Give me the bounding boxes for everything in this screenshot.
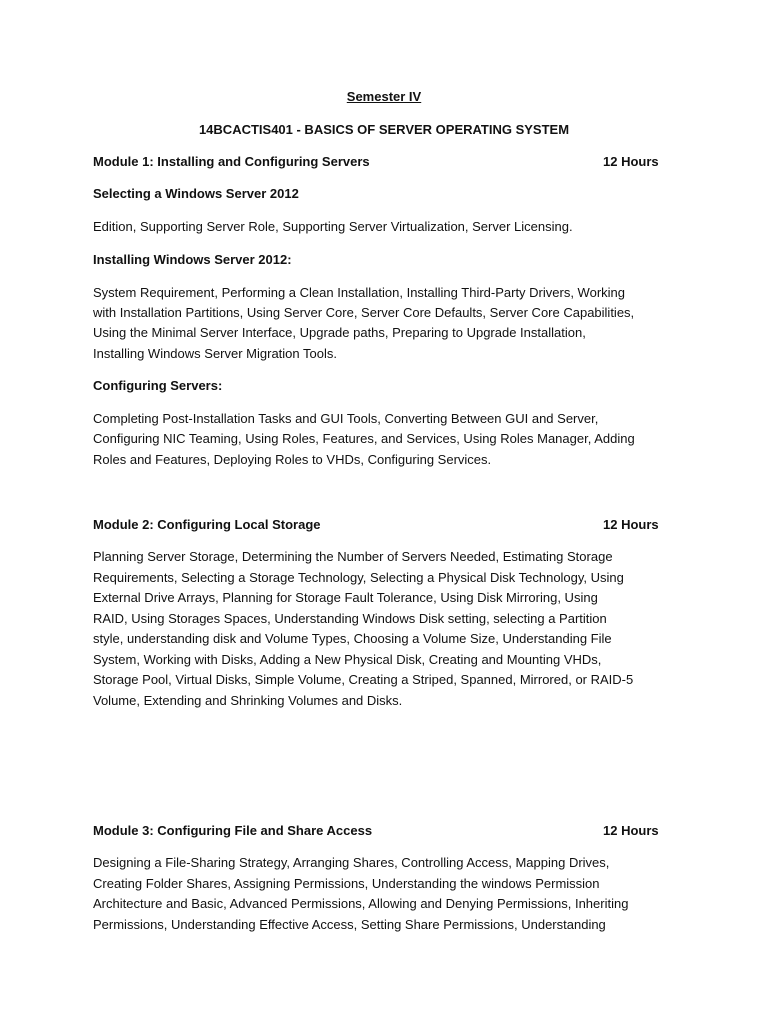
module2-line: Requirements, Selecting a Storage Technology, Selecting a Physical Disk Technology, Using: [93, 570, 624, 585]
module1-section2-line: System Requirement, Performing a Clean Installation, Installing Third-Party Drivers, Working: [93, 285, 626, 300]
module1-section2-line: Using the Minimal Server Interface, Upgrade paths, Preparing to Upgrade Installation,: [93, 325, 586, 340]
module1-section3-line: Configuring NIC Teaming, Using Roles, Features, and Services, Using Roles Manager, Adding: [93, 431, 635, 446]
module2-line: RAID, Using Storages Spaces, Understanding Windows Disk setting, selecting a Partition: [93, 611, 607, 626]
module3-line: Permissions, Understanding Effective Access, Setting Share Permissions, Understanding: [93, 917, 606, 932]
module2-hours: 12 Hours: [603, 517, 659, 532]
module2-title: Module 2: Configuring Local Storage: [93, 517, 321, 532]
course-title: 14BCACTIS401 - BASICS OF SERVER OPERATING SYSTEM: [198, 122, 570, 137]
module2-line: Volume, Extending and Shrinking Volumes and Disks.: [93, 693, 403, 708]
module3-line: Designing a File-Sharing Strategy, Arranging Shares, Controlling Access, Mapping Drives,: [93, 855, 610, 870]
module1-section2-line: with Installation Partitions, Using Server Core, Server Core Defaults, Server Core Capabilities,: [93, 305, 635, 320]
module3-line: Architecture and Basic, Advanced Permissions, Allowing and Denying Permissions, Inheriting: [93, 896, 629, 911]
semester-heading: Semester IV: [346, 89, 422, 104]
module1-section3-heading: Configuring Servers:: [93, 378, 223, 393]
module2-line: Storage Pool, Virtual Disks, Simple Volume, Creating a Striped, Spanned, Mirrored, or RAID-5: [93, 672, 634, 687]
module1-section2-heading: Installing Windows Server 2012:: [93, 252, 292, 267]
module1-section1-line: Edition, Supporting Server Role, Supporting Server Virtualization, Server Licensing.: [93, 219, 573, 234]
module1-title: Module 1: Installing and Configuring Servers: [93, 154, 370, 169]
module3-title: Module 3: Configuring File and Share Access: [93, 823, 373, 838]
module1-section3-line: Roles and Features, Deploying Roles to VHDs, Configuring Services.: [93, 452, 492, 467]
module2-line: Planning Server Storage, Determining the Number of Servers Needed, Estimating Storage: [93, 549, 613, 564]
module1-hours: 12 Hours: [603, 154, 659, 169]
module1-section3-line: Completing Post-Installation Tasks and GUI Tools, Converting Between GUI and Server,: [93, 411, 599, 426]
module3-line: Creating Folder Shares, Assigning Permissions, Understanding the windows Permission: [93, 876, 600, 891]
module1-section2-line: Installing Windows Server Migration Tools.: [93, 346, 337, 361]
module1-section1-heading: Selecting a Windows Server 2012: [93, 186, 299, 201]
module2-line: System, Working with Disks, Adding a New Physical Disk, Creating and Mounting VHDs,: [93, 652, 602, 667]
module2-line: style, understanding disk and Volume Types, Choosing a Volume Size, Understanding File: [93, 631, 612, 646]
module2-line: External Drive Arrays, Planning for Storage Fault Tolerance, Using Disk Mirroring, Using: [93, 590, 598, 605]
module3-hours: 12 Hours: [603, 823, 659, 838]
